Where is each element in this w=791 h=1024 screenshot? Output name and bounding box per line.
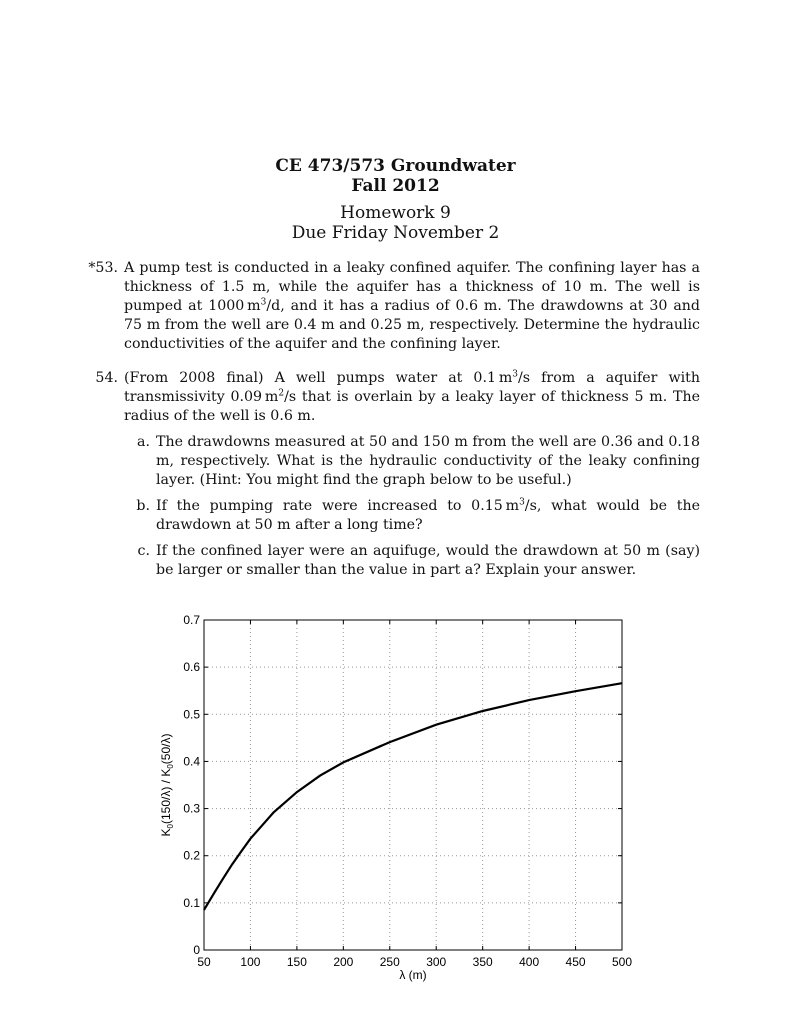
x-tick-label: 100 bbox=[240, 955, 261, 969]
y-tick-label: 0.4 bbox=[183, 754, 200, 769]
part-a-letter: a. bbox=[137, 434, 150, 450]
assignment-title: Homework 9 bbox=[340, 203, 451, 223]
x-tick-label: 400 bbox=[519, 955, 540, 969]
x-axis-label: λ (m) bbox=[399, 968, 427, 982]
part-b-text: If the pumping rate were increased to 0.15 $m^3/s$, what would be the drawdown at 50 m after a long time? bbox=[156, 497, 700, 533]
plot-frame bbox=[204, 620, 622, 950]
y-tick-label: 0.1 bbox=[183, 895, 200, 910]
x-tick-label: 500 bbox=[611, 955, 633, 969]
term-title: Fall 2012 bbox=[351, 176, 440, 196]
part-c-text: If the confined layer were an aquifuge, would the drawdown at 50 m (say) be larger or smaller than the value in part a? Explain your answer. bbox=[156, 543, 700, 578]
x-tick-label: 250 bbox=[379, 955, 400, 969]
problem-54-text: (From 2008 final) A well pumps water at 0.1 $m^3/s$ from a aquifer with transmissivity 0.09 $m^2/s$ that is overlain by a leaky layer of thickness 5 m. The radius of the well is 0.6 m. bbox=[124, 369, 700, 424]
problem-53-text: A pump test is conducted in a leaky confined aquifer. The confining layer has a thickness of 1.5 m, while the aquifer has a thickness of 10 m. The well is pumped at 1000 $m^3/d$, and it has a radius of 0.6 m. The drawdowns at 30 and 75 m from the well are 0.4 m and 0.25 m, respectively. Determine the hydraulic conductivities of the aquifer and the confining layer. bbox=[124, 260, 700, 352]
problem-54-number: 54. bbox=[95, 370, 118, 386]
course-title: CE 473/573 Groundwater bbox=[275, 156, 516, 176]
ratio-curve bbox=[204, 683, 622, 910]
x-tick-label: 300 bbox=[426, 955, 447, 969]
x-tick-label: 150 bbox=[286, 955, 307, 969]
x-tick-label: 350 bbox=[472, 955, 493, 969]
y-tick-label: 0 bbox=[193, 943, 200, 957]
y-axis-label: $K_0(150/\lambda) / K_0(50/\lambda)$ bbox=[159, 733, 175, 837]
y-tick-label: 0.6 bbox=[183, 660, 200, 675]
part-a-text: The drawdowns measured at 50 and 150 m from the well are 0.36 and 0.18 m, respectively. What is the hydraulic conductivity of the leaky confining layer. (Hint: You might find the graph below to be useful.) bbox=[156, 434, 700, 488]
part-b-letter: b. bbox=[136, 498, 150, 514]
x-tick-label: 200 bbox=[333, 955, 354, 969]
y-tick-label: 0.5 bbox=[183, 707, 200, 722]
part-c-letter: c. bbox=[137, 543, 150, 559]
chart-ticks bbox=[183, 613, 632, 969]
y-tick-label: 0.3 bbox=[183, 801, 200, 816]
x-tick-label: 50 bbox=[197, 955, 211, 969]
due-date: Due Friday November 2 bbox=[291, 223, 500, 243]
x-tick-label: 450 bbox=[565, 955, 586, 969]
ratio-chart bbox=[150, 605, 650, 995]
problem-53-number: *53. bbox=[88, 260, 118, 276]
y-tick-label: 0.2 bbox=[183, 848, 200, 863]
chart-grid bbox=[204, 620, 622, 950]
y-tick-label: 0.7 bbox=[183, 613, 200, 627]
